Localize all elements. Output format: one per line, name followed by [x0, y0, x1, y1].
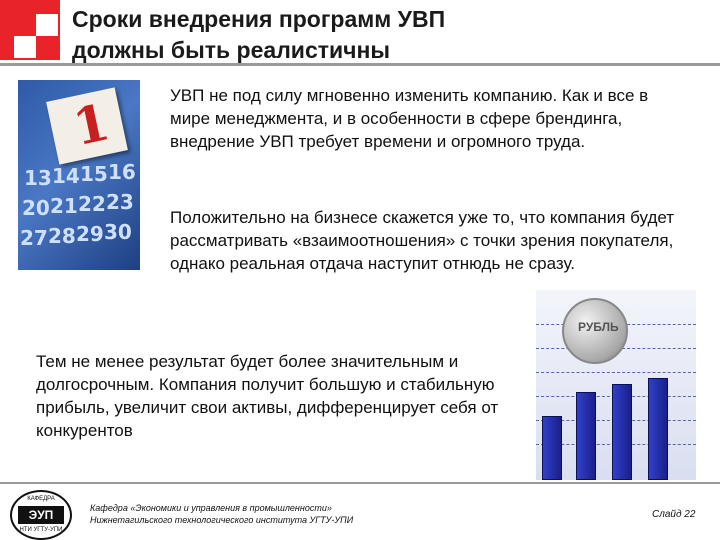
coin-icon: [562, 298, 628, 364]
calendar-number: 13: [24, 166, 52, 190]
illustration-bar: [612, 384, 632, 480]
paragraph-3: Тем не менее результат будет более значительным и долгосрочным. Компания получит большую и стабильную прибыль, увеличит свои активы, дифференцирует себя от конкурентов: [36, 352, 499, 440]
slide-title-line1: Сроки внедрения программ УВП: [72, 6, 446, 32]
calendar-number: 27: [20, 226, 48, 250]
calendar-number: 29: [76, 222, 104, 246]
footer-line-1: Кафедра «Экономики и управления в промышленности»: [90, 503, 332, 513]
illustration-bar: [576, 392, 596, 480]
calendar-number: 21: [50, 194, 78, 218]
logo-bottom-text: НТИ УГТУ-УПИ: [19, 527, 63, 533]
department-logo: [10, 490, 72, 540]
calendar-number: 22: [78, 192, 106, 216]
logo-core-text: ЭУП: [18, 506, 64, 524]
title-divider: [0, 63, 720, 66]
calendar-page: [46, 87, 128, 164]
calendar-number: 16: [108, 160, 136, 184]
calendar-number: 20: [22, 196, 50, 220]
illustration-bar: [648, 378, 668, 480]
paragraph-1: УВП не под силу мгновенно изменить компанию. Как и все в мире менеджмента, и в особенности в сфере брендинга, внедрение УВП требует времени и огромного труда.: [170, 86, 649, 151]
footer-credits: [90, 502, 353, 526]
coin-label: РУБЛЬ: [578, 320, 619, 334]
corner-square-white: [36, 14, 58, 36]
coin-bars-illustration: [536, 290, 696, 480]
calendar-number: 15: [80, 162, 108, 186]
calendar-number: 30: [104, 220, 132, 244]
calendar-illustration: [18, 80, 140, 270]
corner-notch-white: [14, 36, 36, 58]
calendar-page-number: 1: [68, 92, 115, 158]
illustration-bar: [542, 416, 562, 480]
footer-divider: [0, 482, 720, 484]
slide-number: Слайд 22: [652, 509, 696, 520]
calendar-number: 28: [48, 224, 76, 248]
slide-title-line2: должны быть реалистичны: [72, 37, 391, 63]
logo-top-text: КАФЕДРА: [27, 496, 55, 502]
calendar-number: 23: [106, 190, 134, 214]
grid-line: [536, 372, 696, 374]
corner-logo-block: [0, 0, 60, 60]
slide-title: [72, 4, 692, 66]
paragraph-2: Положительно на бизнесе скажется уже то, что компания будет рассматривать «взаимоотношения» с точки зрения покупателя, однако реальная отдача наступит отнюдь не сразу.: [170, 208, 675, 273]
footer-line-2: Нижнетагильского технологического института УГТУ-УПИ: [90, 515, 354, 525]
calendar-number: 14: [52, 164, 80, 188]
